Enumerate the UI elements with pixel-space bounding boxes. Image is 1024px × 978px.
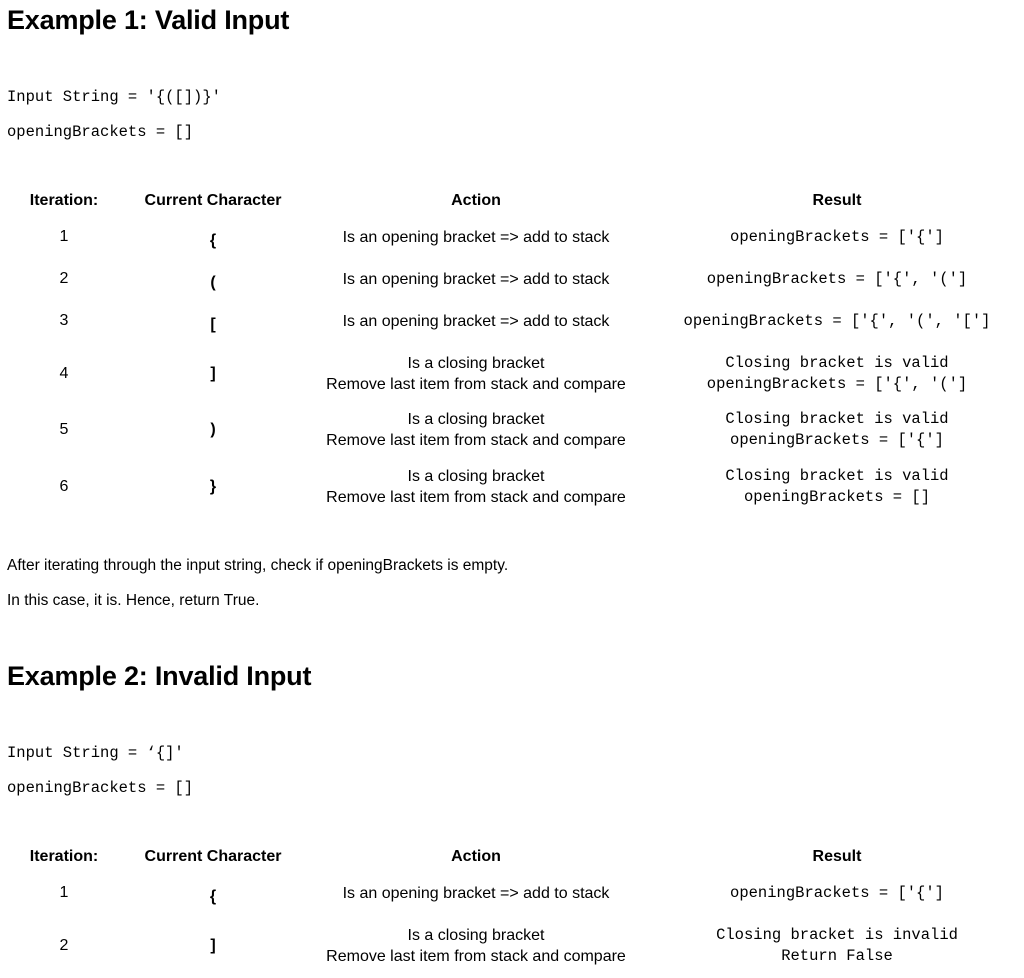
example1-conclusion-text: In this case, it is. Hence, return True. — [7, 592, 260, 609]
action-line: Is a closing bracket — [407, 411, 545, 428]
action-line: Remove last item from stack and compare — [326, 432, 626, 449]
iteration-number: 2 — [59, 270, 69, 287]
current-character: } — [209, 478, 217, 495]
result-line: openingBrackets = [] — [743, 488, 931, 506]
header-iteration: Iteration: — [29, 848, 99, 865]
example1-title: Example 1: Valid Input — [7, 5, 290, 35]
header-current-character: Current Character — [144, 848, 282, 865]
iteration-number: 6 — [59, 478, 69, 495]
result-text — [652, 925, 1022, 967]
iteration-number: 3 — [59, 312, 69, 329]
current-character: { — [209, 232, 217, 249]
action-line: Is a closing bracket — [407, 468, 545, 485]
header-result: Result — [812, 848, 862, 865]
iteration-number: 5 — [59, 421, 69, 438]
result-line: openingBrackets = ['{'] — [730, 884, 944, 902]
action-text — [306, 227, 646, 248]
action-line: Remove last item from stack and compare — [326, 376, 626, 393]
result-text — [652, 311, 1022, 332]
result-text — [652, 466, 1022, 508]
result-line: Closing bracket is valid — [725, 410, 949, 428]
example1-input-string: Input String = '{([])}' — [7, 88, 221, 106]
action-line: Remove last item from stack and compare — [326, 489, 626, 506]
result-line: Closing bracket is invalid — [716, 926, 958, 944]
action-line: Is an opening bracket => add to stack — [342, 271, 610, 288]
result-line: openingBrackets = ['{'] — [730, 228, 944, 246]
action-line: Is a closing bracket — [407, 355, 545, 372]
result-text — [652, 269, 1022, 290]
action-line: Remove last item from stack and compare — [326, 948, 626, 965]
result-text — [652, 883, 1022, 904]
action-line: Is an opening bracket => add to stack — [342, 885, 610, 902]
example1-after-text: After iterating through the input string, check if openingBrackets is empty. — [7, 557, 509, 574]
example2-title: Example 2: Invalid Input — [7, 661, 312, 691]
current-character: ] — [210, 365, 216, 382]
header-result: Result — [812, 192, 862, 209]
action-line: Is an opening bracket => add to stack — [342, 229, 610, 246]
iteration-number: 1 — [59, 228, 69, 245]
iteration-number: 4 — [59, 365, 69, 382]
result-line: Return False — [781, 947, 893, 965]
result-line: Closing bracket is valid — [725, 467, 949, 485]
result-line: openingBrackets = ['{', '('] — [706, 270, 968, 288]
current-character: { — [209, 888, 217, 905]
current-character: ) — [210, 421, 216, 438]
iteration-number: 2 — [59, 937, 69, 954]
result-line: openingBrackets = ['{', '(', '['] — [683, 312, 991, 330]
action-text — [306, 353, 646, 395]
iteration-number: 1 — [59, 884, 69, 901]
header-action: Action — [451, 192, 501, 209]
header-iteration: Iteration: — [29, 192, 99, 209]
result-line: openingBrackets = ['{', '('] — [706, 375, 968, 393]
action-text — [306, 311, 646, 332]
current-character: [ — [210, 316, 216, 333]
result-text — [652, 353, 1022, 395]
result-text — [652, 409, 1022, 451]
action-text — [306, 269, 646, 290]
current-character: ] — [210, 937, 216, 954]
result-line: Closing bracket is valid — [725, 354, 949, 372]
action-line: Is a closing bracket — [407, 927, 545, 944]
example2-stack-init: openingBrackets = [] — [7, 779, 194, 797]
action-text — [306, 925, 646, 967]
action-line: Is an opening bracket => add to stack — [342, 313, 610, 330]
action-text — [306, 409, 646, 451]
result-text — [652, 227, 1022, 248]
current-character: ( — [210, 274, 216, 291]
action-text — [306, 466, 646, 508]
header-current-character: Current Character — [144, 192, 282, 209]
result-line: openingBrackets = ['{'] — [730, 431, 944, 449]
example2-input-string: Input String = ‘{]' — [7, 744, 184, 762]
example1-stack-init: openingBrackets = [] — [7, 123, 194, 141]
header-action: Action — [451, 848, 501, 865]
action-text — [306, 883, 646, 904]
